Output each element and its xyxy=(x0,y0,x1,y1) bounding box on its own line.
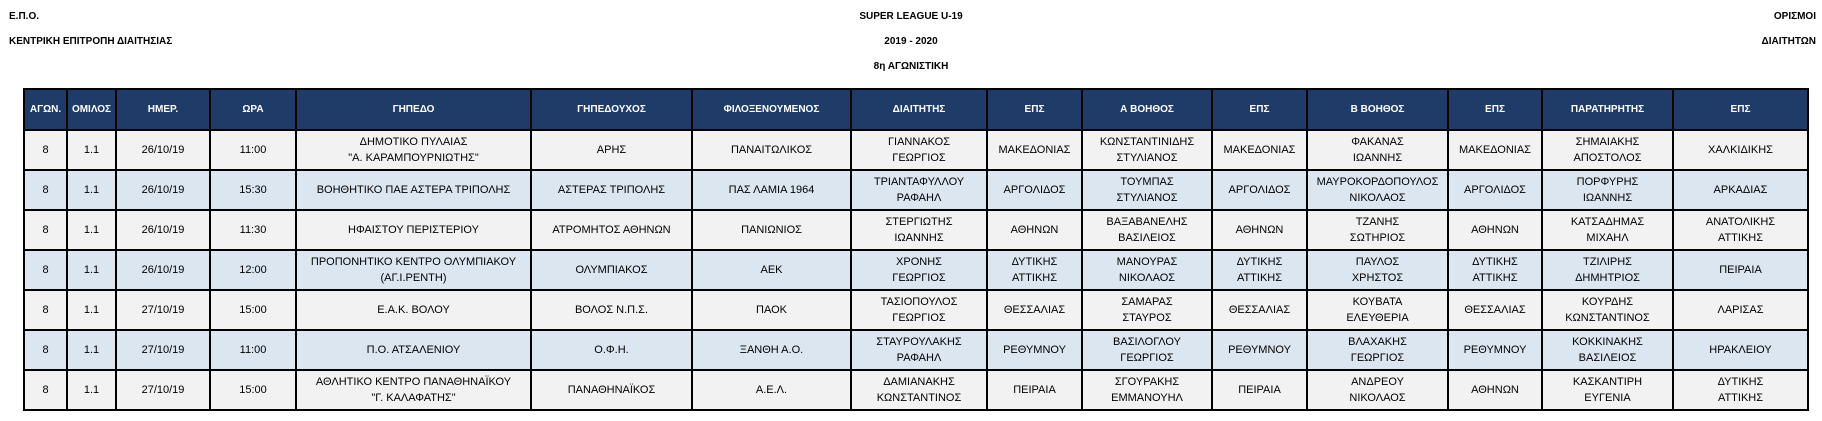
cell-group: 1.1 xyxy=(67,210,116,250)
cell-assistant-a: ΤΟΥΜΠΑΣ ΣΤΥΛΙΑΝΟΣ xyxy=(1082,170,1212,210)
cell-referee-fa: ΑΘΗΝΩΝ xyxy=(987,210,1082,250)
cell-stadium: ΑΘΛΗΤΙΚΟ ΚΕΝΤΡΟ ΠΑΝΑΘΗΝΑΪΚΟΥ "Γ. ΚΑΛΑΦΑΤΗΣ" xyxy=(296,370,531,410)
cell-away-team: ΠΑΝΑΙΤΩΛΙΚΟΣ xyxy=(692,130,851,170)
cell-observer: ΣΗΜΑΙΑΚΗΣ ΑΠΟΣΤΟΛΟΣ xyxy=(1542,130,1673,170)
cell-assistant-a: ΣΓΟΥΡΑΚΗΣ ΕΜΜΑΝΟΥΗΛ xyxy=(1082,370,1212,410)
cell-assistant-a-fa: ΠΕΙΡΑΙΑ xyxy=(1212,370,1307,410)
cell-home-team: ΑΡΗΣ xyxy=(531,130,692,170)
cell-observer: ΚΑΤΣΑΔΗΜΑΣ ΜΙΧΑΗΛ xyxy=(1542,210,1673,250)
cell-assistant-a-fa: ΘΕΣΣΑΛΙΑΣ xyxy=(1212,290,1307,330)
cell-stadium: ΠΡΟΠΟΝΗΤΙΚΟ ΚΕΝΤΡΟ ΟΛΥΜΠΙΑΚΟΥ (ΑΓ.Ι.ΡΕΝΤΗ) xyxy=(296,250,531,290)
referee-assignments-table xyxy=(23,88,1809,411)
matchday-label: 8η ΑΓΩΝΙΣΤΙΚΗ xyxy=(873,61,949,72)
cell-assistant-b-fa: ΑΘΗΝΩΝ xyxy=(1448,210,1542,250)
table-row xyxy=(24,290,1808,330)
cell-observer-fa: ΔΥΤΙΚΗΣ ΑΤΤΙΚΗΣ xyxy=(1673,370,1808,410)
cell-assistant-b: ΑΝΔΡΕΟΥ ΝΙΚΟΛΑΟΣ xyxy=(1307,370,1448,410)
table-row xyxy=(24,130,1808,170)
cell-date: 26/10/19 xyxy=(116,130,210,170)
cell-date: 26/10/19 xyxy=(116,170,210,210)
cell-assistant-a-fa: ΜΑΚΕΔΟΝΙΑΣ xyxy=(1212,130,1307,170)
cell-assistant-b: ΒΛΑΧΑΚΗΣ ΓΕΩΡΓΙΟΣ xyxy=(1307,330,1448,370)
cell-match-no: 8 xyxy=(24,170,67,210)
cell-away-team: ΠΑΟΚ xyxy=(692,290,851,330)
column-header-observer: ΠΑΡΑΤΗΡΗΤΗΣ xyxy=(1542,89,1673,130)
committee-name: ΚΕΝΤΡΙΚΗ ΕΠΙΤΡΟΠΗ ΔΙΑΙΤΗΣΙΑΣ xyxy=(9,36,173,47)
cell-assistant-a-fa: ΡΕΘΥΜΝΟΥ xyxy=(1212,330,1307,370)
column-header-group: ΟΜΙΛΟΣ xyxy=(67,89,116,130)
cell-time: 11:30 xyxy=(210,210,296,250)
cell-stadium: ΔΗΜΟΤΙΚΟ ΠΥΛΑΙΑΣ "Α. ΚΑΡΑΜΠΟΥΡΝΙΩΤΗΣ" xyxy=(296,130,531,170)
column-header-assistant-b-fa: ΕΠΣ xyxy=(1448,89,1542,130)
column-header-away-team: ΦΙΛΟΞΕΝΟΥΜΕΝΟΣ xyxy=(692,89,851,130)
cell-referee: ΣΤΑΥΡΟΥΛΑΚΗΣ ΡΑΦΑΗΛ xyxy=(851,330,987,370)
cell-referee-fa: ΡΕΘΥΜΝΟΥ xyxy=(987,330,1082,370)
cell-assistant-a-fa: ΔΥΤΙΚΗΣ ΑΤΤΙΚΗΣ xyxy=(1212,250,1307,290)
cell-assistant-b: ΜΑΥΡΟΚΟΡΔΟΠΟΥΛΟΣ ΝΙΚΟΛΑΟΣ xyxy=(1307,170,1448,210)
cell-assistant-b-fa: ΘΕΣΣΑΛΙΑΣ xyxy=(1448,290,1542,330)
cell-away-team: ΠΑΝΙΩΝΙΟΣ xyxy=(692,210,851,250)
cell-observer: ΚΟΚΚΙΝΑΚΗΣ ΒΑΣΙΛΕΙΟΣ xyxy=(1542,330,1673,370)
cell-group: 1.1 xyxy=(67,330,116,370)
cell-date: 27/10/19 xyxy=(116,290,210,330)
cell-stadium: Π.Ο. ΑΤΣΑΛΕΝΙΟΥ xyxy=(296,330,531,370)
cell-date: 27/10/19 xyxy=(116,370,210,410)
cell-assistant-b-fa: ΑΘΗΝΩΝ xyxy=(1448,370,1542,410)
cell-home-team: ΠΑΝΑΘΗΝΑΪΚΟΣ xyxy=(531,370,692,410)
column-header-referee: ΔΙΑΙΤΗΤΗΣ xyxy=(851,89,987,130)
cell-group: 1.1 xyxy=(67,250,116,290)
cell-time: 12:00 xyxy=(210,250,296,290)
cell-away-team: Α.Ε.Λ. xyxy=(692,370,851,410)
cell-home-team: ΒΟΛΟΣ Ν.Π.Σ. xyxy=(531,290,692,330)
column-header-match-no: ΑΓΩΝ. xyxy=(24,89,67,130)
column-header-date: ΗΜΕΡ. xyxy=(116,89,210,130)
cell-observer-fa: ΗΡΑΚΛΕΙΟΥ xyxy=(1673,330,1808,370)
cell-group: 1.1 xyxy=(67,370,116,410)
cell-referee: ΤΑΣΙΟΠΟΥΛΟΣ ΓΕΩΡΓΙΟΣ xyxy=(851,290,987,330)
cell-referee-fa: ΜΑΚΕΔΟΝΙΑΣ xyxy=(987,130,1082,170)
cell-referee-fa: ΔΥΤΙΚΗΣ ΑΤΤΙΚΗΣ xyxy=(987,250,1082,290)
cell-assistant-b: ΚΟΥΒΑΤΑ ΕΛΕΥΘΕΡΙΑ xyxy=(1307,290,1448,330)
column-header-time: ΩΡΑ xyxy=(210,89,296,130)
cell-assistant-a-fa: ΑΡΓΟΛΙΔΟΣ xyxy=(1212,170,1307,210)
season-label: 2019 - 2020 xyxy=(884,36,938,47)
cell-observer-fa: ΛΑΡΙΣΑΣ xyxy=(1673,290,1808,330)
cell-match-no: 8 xyxy=(24,130,67,170)
cell-group: 1.1 xyxy=(67,130,116,170)
cell-assistant-b-fa: ΜΑΚΕΔΟΝΙΑΣ xyxy=(1448,130,1542,170)
cell-referee-fa: ΘΕΣΣΑΛΙΑΣ xyxy=(987,290,1082,330)
cell-referee: ΧΡΟΝΗΣ ΓΕΩΡΓΙΟΣ xyxy=(851,250,987,290)
cell-referee: ΔΑΜΙΑΝΑΚΗΣ ΚΩΝΣΤΑΝΤΙΝΟΣ xyxy=(851,370,987,410)
column-header-observer-fa: ΕΠΣ xyxy=(1673,89,1808,130)
cell-assistant-b-fa: ΡΕΘΥΜΝΟΥ xyxy=(1448,330,1542,370)
cell-assistant-a: ΜΑΝΟΥΡΑΣ ΝΙΚΟΛΑΟΣ xyxy=(1082,250,1212,290)
cell-date: 26/10/19 xyxy=(116,250,210,290)
column-header-referee-fa: ΕΠΣ xyxy=(987,89,1082,130)
cell-assistant-a: ΣΑΜΑΡΑΣ ΣΤΑΥΡΟΣ xyxy=(1082,290,1212,330)
cell-referee: ΤΡΙΑΝΤΑΦΥΛΛΟΥ ΡΑΦΑΗΛ xyxy=(851,170,987,210)
league-title: SUPER LEAGUE U-19 xyxy=(859,11,963,22)
table-row xyxy=(24,370,1808,410)
table-row xyxy=(24,210,1808,250)
cell-assistant-b-fa: ΔΥΤΙΚΗΣ ΑΤΤΙΚΗΣ xyxy=(1448,250,1542,290)
table-row xyxy=(24,330,1808,370)
cell-home-team: ΑΣΤΕΡΑΣ ΤΡΙΠΟΛΗΣ xyxy=(531,170,692,210)
cell-away-team: ΞΑΝΘΗ Α.Ο. xyxy=(692,330,851,370)
cell-observer: ΚΟΥΡΔΗΣ ΚΩΝΣΤΑΝΤΙΝΟΣ xyxy=(1542,290,1673,330)
cell-match-no: 8 xyxy=(24,370,67,410)
cell-observer: ΤΖΙΛΙΡΗΣ ΔΗΜΗΤΡΙΟΣ xyxy=(1542,250,1673,290)
cell-stadium: Ε.Α.Κ. ΒΟΛΟΥ xyxy=(296,290,531,330)
cell-referee-fa: ΠΕΙΡΑΙΑ xyxy=(987,370,1082,410)
cell-away-team: ΠΑΣ ΛΑΜΙΑ 1964 xyxy=(692,170,851,210)
cell-stadium: ΗΦΑΙΣΤΟΥ ΠΕΡΙΣΤΕΡΙΟΥ xyxy=(296,210,531,250)
cell-assistant-b-fa: ΑΡΓΟΛΙΔΟΣ xyxy=(1448,170,1542,210)
cell-time: 15:00 xyxy=(210,370,296,410)
column-header-home-team: ΓΗΠΕΔΟΥΧΟΣ xyxy=(531,89,692,130)
cell-match-no: 8 xyxy=(24,210,67,250)
cell-date: 27/10/19 xyxy=(116,330,210,370)
cell-assistant-b: ΠΑΥΛΟΣ ΧΡΗΣΤΟΣ xyxy=(1307,250,1448,290)
cell-assistant-a: ΒΑΣΙΛΟΓΛΟΥ ΓΕΩΡΓΙΟΣ xyxy=(1082,330,1212,370)
cell-home-team: ΑΤΡΟΜΗΤΟΣ ΑΘΗΝΩΝ xyxy=(531,210,692,250)
cell-home-team: Ο.Φ.Η. xyxy=(531,330,692,370)
cell-observer-fa: ΠΕΙΡΑΙΑ xyxy=(1673,250,1808,290)
cell-assistant-a-fa: ΑΘΗΝΩΝ xyxy=(1212,210,1307,250)
cell-match-no: 8 xyxy=(24,290,67,330)
cell-home-team: ΟΛΥΜΠΙΑΚΟΣ xyxy=(531,250,692,290)
cell-time: 15:30 xyxy=(210,170,296,210)
cell-observer-fa: ΑΡΚΑΔΙΑΣ xyxy=(1673,170,1808,210)
document-type-line2: ΔΙΑΙΤΗΤΩΝ xyxy=(1761,36,1816,47)
cell-referee: ΓΙΑΝΝΑΚΟΣ ΓΕΩΡΓΙΟΣ xyxy=(851,130,987,170)
table-header-row xyxy=(24,89,1808,130)
cell-observer: ΠΟΡΦΥΡΗΣ ΙΩΑΝΝΗΣ xyxy=(1542,170,1673,210)
cell-assistant-a: ΒΑΞΑΒΑΝΕΛΗΣ ΒΑΣΙΛΕΙΟΣ xyxy=(1082,210,1212,250)
cell-time: 11:00 xyxy=(210,330,296,370)
cell-group: 1.1 xyxy=(67,170,116,210)
document-type-line1: ΟΡΙΣΜΟΙ xyxy=(1773,11,1816,22)
cell-match-no: 8 xyxy=(24,330,67,370)
cell-stadium: ΒΟΗΘΗΤΙΚΟ ΠΑΕ ΑΣΤΕΡΑ ΤΡΙΠΟΛΗΣ xyxy=(296,170,531,210)
cell-observer-fa: ΑΝΑΤΟΛΙΚΗΣ ΑΤΤΙΚΗΣ xyxy=(1673,210,1808,250)
cell-referee: ΣΤΕΡΓΙΩΤΗΣ ΙΩΑΝΝΗΣ xyxy=(851,210,987,250)
column-header-assistant-b: Β ΒΟΗΘΟΣ xyxy=(1307,89,1448,130)
cell-away-team: ΑΕΚ xyxy=(692,250,851,290)
cell-time: 11:00 xyxy=(210,130,296,170)
cell-observer-fa: ΧΑΛΚΙΔΙΚΗΣ xyxy=(1673,130,1808,170)
cell-time: 15:00 xyxy=(210,290,296,330)
cell-date: 26/10/19 xyxy=(116,210,210,250)
column-header-stadium: ΓΗΠΕΔΟ xyxy=(296,89,531,130)
cell-match-no: 8 xyxy=(24,250,67,290)
cell-assistant-a: ΚΩΝΣΤΑΝΤΙΝΙΔΗΣ ΣΤΥΛΙΑΝΟΣ xyxy=(1082,130,1212,170)
column-header-assistant-a: Α ΒΟΗΘΟΣ xyxy=(1082,89,1212,130)
column-header-assistant-a-fa: ΕΠΣ xyxy=(1212,89,1307,130)
organization-name: Ε.Π.Ο. xyxy=(9,11,40,22)
cell-assistant-b: ΦΑΚΑΝΑΣ ΙΩΑΝΝΗΣ xyxy=(1307,130,1448,170)
table-row xyxy=(24,250,1808,290)
table-row xyxy=(24,170,1808,210)
cell-group: 1.1 xyxy=(67,290,116,330)
cell-observer: ΚΑΣΚΑΝΤΙΡΗ ΕΥΓΕΝΙΑ xyxy=(1542,370,1673,410)
cell-assistant-b: ΤΖΑΝΗΣ ΣΩΤΗΡΙΟΣ xyxy=(1307,210,1448,250)
cell-referee-fa: ΑΡΓΟΛΙΔΟΣ xyxy=(987,170,1082,210)
